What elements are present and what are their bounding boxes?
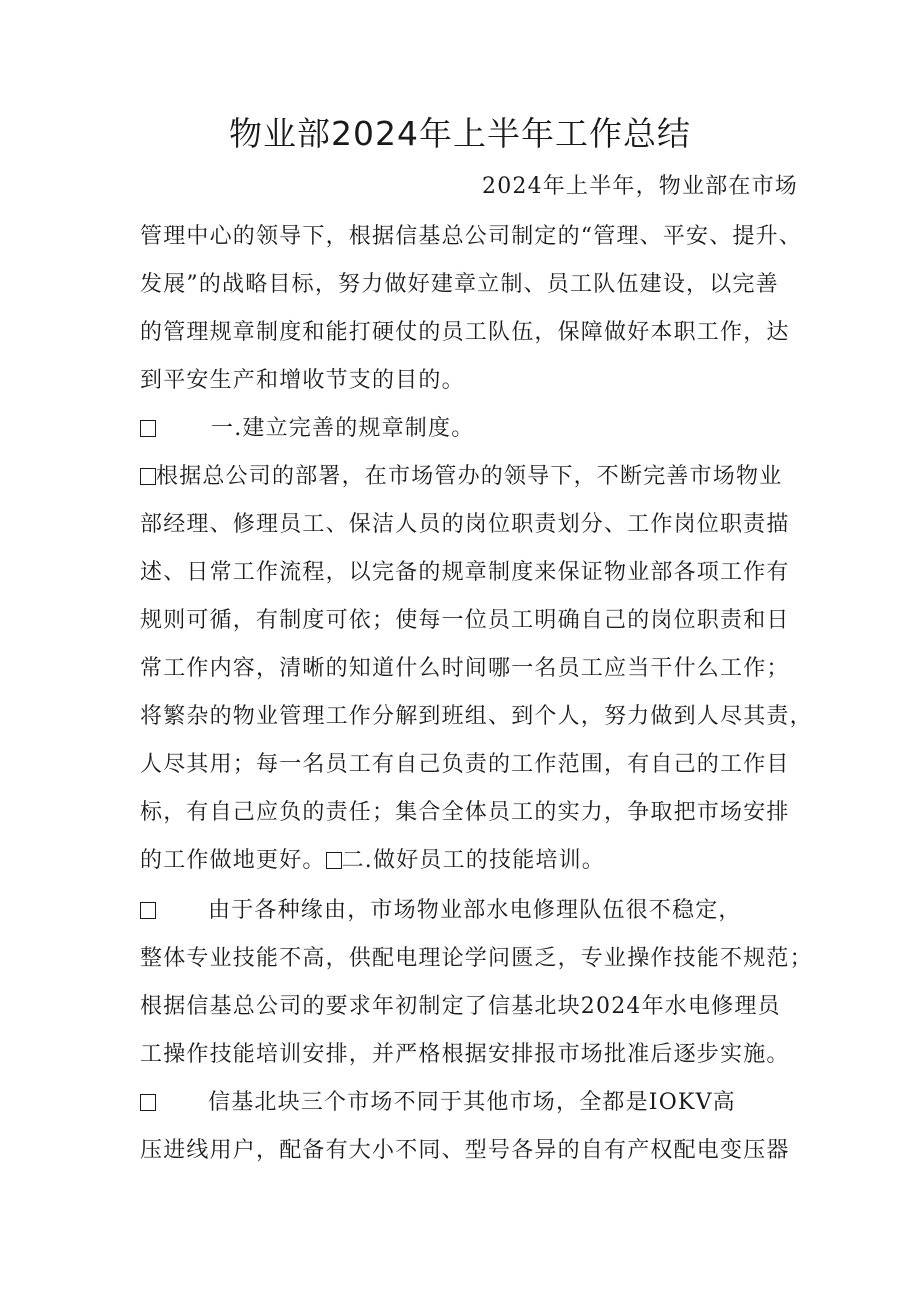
section-heading: 一.建立完善的规章制度。 [211,416,475,441]
paragraph-line: 述、日常工作流程，以完备的规章制度来保证物业部各项工作有 [140,560,790,585]
section-heading: 二.做好员工的技能培训。 [341,848,606,873]
paragraph-line: 到平安生产和增收节支的目的。 [140,368,465,393]
paragraph-text: 由于各种缘由，市场物业部水电修理队伍很不稳定， [208,898,742,923]
paragraph-text: 根据总公司的部署，在市场管办的领导下，不断完善市场物业 [156,464,783,489]
paragraph-line [140,462,782,492]
paragraph-line: 常工作内容，清晰的知道什么时间哪一名员工应当干什么工作； [140,656,790,681]
paragraph-line [140,846,605,876]
paragraph-line: 规则可循，有制度可依；使每一位员工明确自己的岗位职责和日 [140,608,790,633]
paragraph-line: 将繁杂的物业管理工作分解到班组、到个人，努力做到人尽其责， [140,704,813,729]
paragraph-text: 信基北块三个市场不同于其他市场，全都是IOKV高 [208,1090,736,1115]
paragraph-line [140,896,742,926]
paragraph-line: 发展”的战略目标，努力做好建章立制、员工队伍建设，以完善 [140,272,779,297]
paragraph-line: 压进线用户，配备有大小不同、型号各异的自有产权配电变压器 [140,1138,790,1163]
checkbox-square-icon [140,1094,156,1111]
paragraph-line: 人尽其用；每一名员工有自己负责的工作范围，有自己的工作目 [140,752,790,777]
checkbox-square-icon [140,902,156,919]
paragraph-line: 整体专业技能不高，供配电理论学问匮乏，专业操作技能不规范； [140,946,813,971]
paragraph-line: 部经理、修理员工、保洁人员的岗位职责划分、工作岗位职责描 [140,512,790,537]
checkbox-square-icon [326,852,342,869]
paragraph-text: 的工作做地更好。 [140,848,326,873]
paragraph-line: 管理中心的领导下，根据信基总公司制定的“管理、平安、提升、 [140,224,803,249]
checkbox-square-icon [140,468,156,485]
document-title: 物业部2024年上半年工作总结 [229,114,691,153]
paragraph-line: 工操作技能培训安排，并严格根据安排报市场批准后逐步实施。 [140,1042,790,1067]
section-heading-line [140,414,474,444]
paragraph-line: 标，有自己应负的责任；集合全体员工的实力，争取把市场安排 [140,800,790,825]
paragraph-line: 根据信基总公司的要求年初制定了信基北块2024年水电修理员 [140,994,781,1019]
paragraph-line: 2024年上半年，物业部在市场 [482,174,798,199]
checkbox-square-icon [140,420,156,437]
paragraph-line: 的管理规章制度和能打硬仗的员工队伍，保障做好本职工作，达 [140,320,790,345]
paragraph-line [140,1088,736,1118]
